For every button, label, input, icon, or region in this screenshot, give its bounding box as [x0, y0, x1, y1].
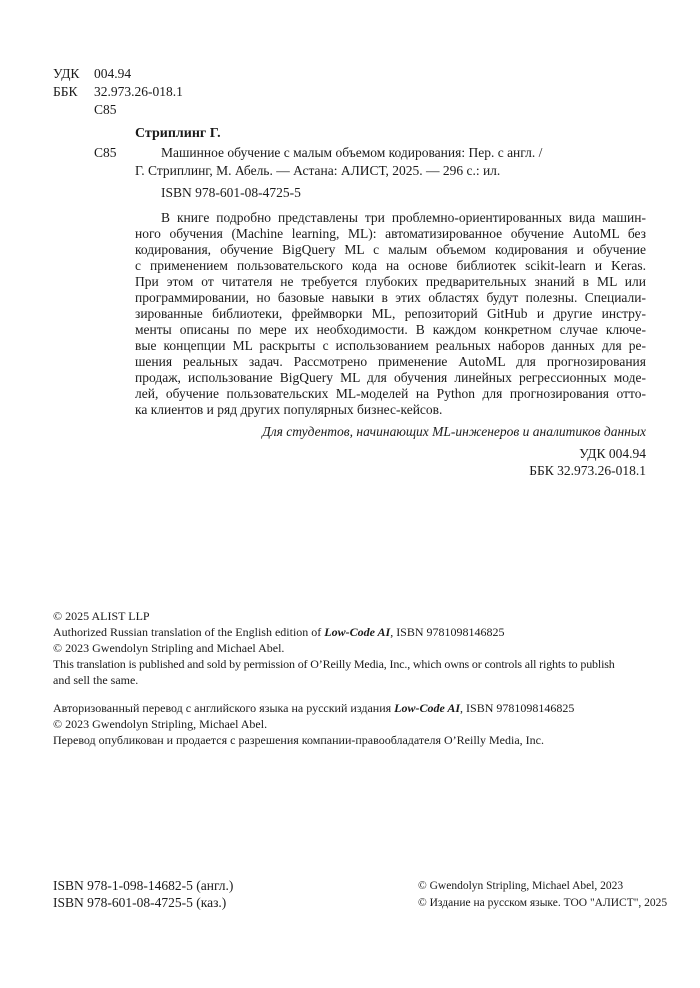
copyright-ru-line: © 2023 Gwendolyn Stripling, Michael Abel.	[53, 717, 268, 731]
book-title: Low-Code AI	[394, 701, 461, 715]
author-mark-top: С85	[94, 102, 117, 117]
copyright-ru-line: Перевод опубликован и продается с разрешения компании-правообладателя O’Reilly Media, Inc.	[53, 733, 544, 747]
udk-value: 004.94	[94, 66, 132, 81]
copyright-ru-line	[53, 700, 653, 716]
abstract-line: В книге подробно представлены три проблемно-ориентированных вида машин-	[161, 210, 646, 225]
copyright-en	[53, 608, 653, 688]
abstract-line: вые концепции ML раскрыты с использованием реальных наборов данных для ре-	[135, 338, 646, 353]
book-title: Low-Code AI	[324, 625, 391, 639]
title-line-2: Г. Стриплинг, М. Абель. — Астана: АЛИСТ, 2025. — 296 с.: ил.	[135, 163, 501, 178]
isbn-kazakh: ISBN 978-601-08-4725-5 (каз.)	[53, 895, 227, 910]
audience: Для студентов, начинающих ML-инженеров и аналитиков данных	[262, 424, 646, 439]
abstract-line: программировании, но базовые навыки в этих областях будут полезны. Специали-	[135, 290, 646, 305]
author-mark: С85	[94, 145, 117, 160]
copyright-en-line	[53, 624, 653, 640]
copyright-en-line: and sell the same.	[53, 673, 139, 687]
abstract-line: с применением пользовательского кода на основе библиотек scikit-learn и Keras.	[135, 258, 646, 273]
copyright-publisher: © Издание на русском языке. ТОО "АЛИСТ", 2025	[418, 897, 668, 909]
abstract-line: При этом от читателя не требуется глубоких предварительных знаний в ML или	[135, 274, 646, 289]
text-segment: Authorized Russian translation of the English edition of	[53, 625, 325, 639]
text-segment: , ISBN 9781098146825	[460, 701, 575, 715]
bbk-label: ББК	[53, 84, 78, 99]
title-line-1: Машинное обучение с малым объемом кодирования: Пер. с англ. /	[161, 145, 543, 160]
abstract-line: лей, обучение пользовательских ML-моделей на Python для прогнозирования отто-	[135, 386, 646, 401]
abstract-line: продаж, использование BigQuery ML для обучения линейных регрессионных моде-	[135, 370, 646, 385]
copyright-authors: © Gwendolyn Stripling, Michael Abel, 2023	[418, 880, 624, 892]
abstract	[135, 210, 646, 418]
text-segment: Авторизованный перевод с английского языка на русский издания	[53, 701, 395, 715]
bbk-right: ББК 32.973.26-018.1	[529, 463, 646, 478]
copyright-en-line: © 2025 ALIST LLP	[53, 609, 150, 623]
author-heading: Стриплинг Г.	[135, 126, 221, 141]
copyright-en-line: This translation is published and sold by permission of O’Reilly Media, Inc., which owns or controls all rights to publish	[53, 657, 615, 671]
isbn-main: ISBN 978-601-08-4725-5	[161, 185, 301, 200]
abstract-line: кодирования, обучение BigQuery ML с малым объемом кодирования и обучение	[135, 242, 646, 257]
abstract-line: шения реальных задач. Рассмотрено применение AutoML для прогнозирования	[135, 354, 646, 369]
text-segment: , ISBN 9781098146825	[390, 625, 505, 639]
abstract-line: менты описаны по мере их необходимости. В каждом конкретном случае ключе-	[135, 322, 646, 337]
abstract-line: ка клиентов и ряд других популярных бизнес-кейсов.	[135, 402, 443, 417]
copyright-en-line: © 2023 Gwendolyn Stripling and Michael Abel.	[53, 641, 285, 655]
bbk-value: 32.973.26-018.1	[94, 84, 183, 99]
abstract-line: зированные библиотеки, фреймворки ML, репозиторий GitHub и другие инстру-	[135, 306, 646, 321]
udk-right: УДК 004.94	[579, 446, 646, 461]
isbn-english: ISBN 978-1-098-14682-5 (англ.)	[53, 878, 234, 893]
abstract-line: ного обучения (Machine learning, ML): автоматизированное обучение AutoML без	[135, 226, 646, 241]
udk-label: УДК	[53, 66, 80, 81]
copyright-ru	[53, 700, 653, 748]
